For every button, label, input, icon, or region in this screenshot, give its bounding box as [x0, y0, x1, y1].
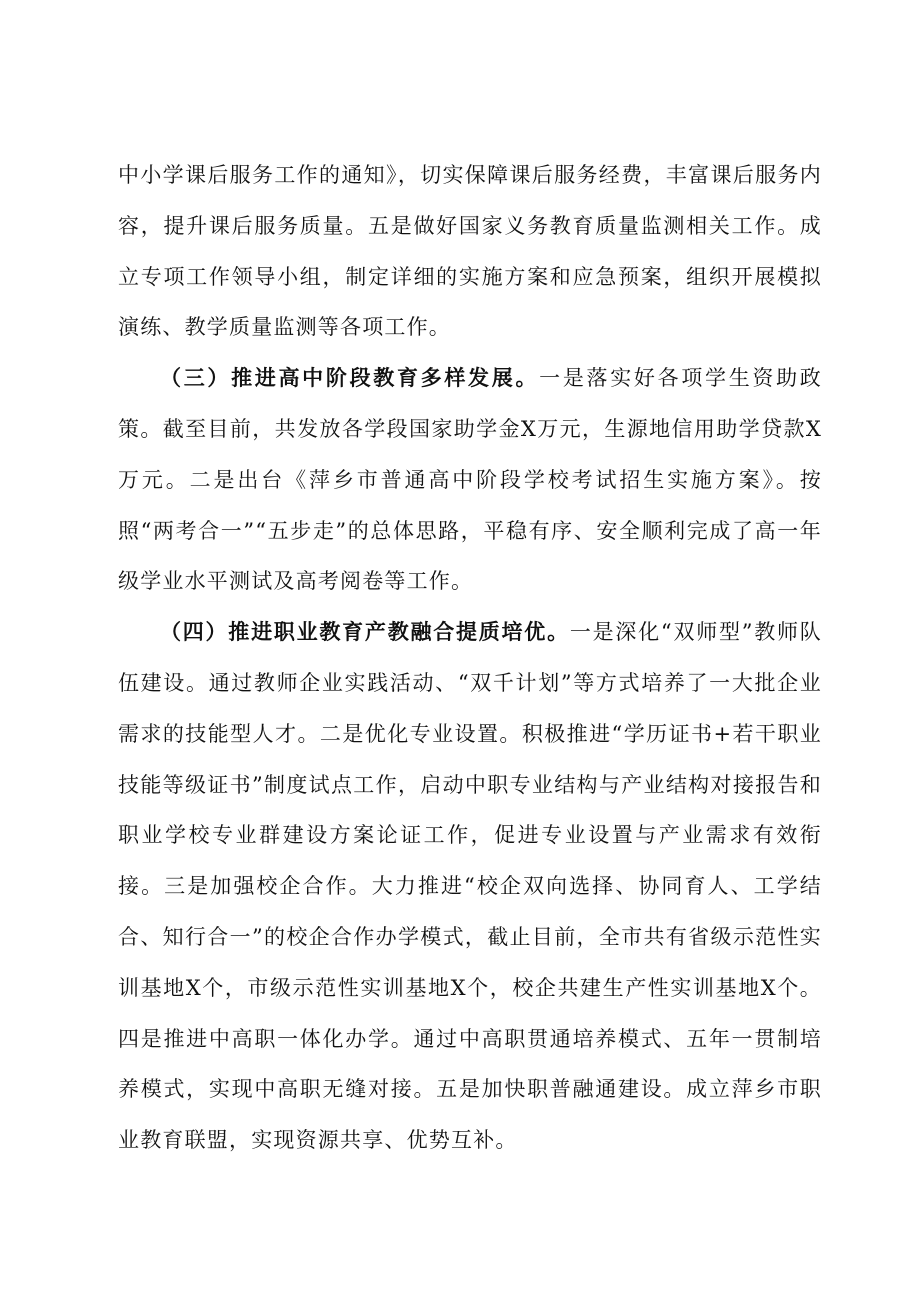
document-body: [118, 150, 822, 1166]
section-4-body: 一是深化“双师型”教师队伍建设。通过教师企业实践活动、“双千计划”等方式培养了一大批企业需求的技能型人才。二是优化专业设置。积极推进“学历证书+若干职业技能等级证书”制度试点工作，启动中职专业结构与产业结构对接报告和职业学校专业群建设方案论证工作，促进专业设置与产业需求有效衔接。三是加强校企合作。大力推进“校企双向选择、协同育人、工学结合、知行合一”的校企合作办学模式，截止目前，全市共有省级示范性实训基地X个，市级示范性实训基地X个，校企共建生产性实训基地X个。四是推进中高职一体化办学。通过中高职贯通培养模式、五年一贯制培养模式，实现中高职无缝对接。五是加快职普融通建设。成立萍乡市职业教育联盟，实现资源共享、优势互补。: [118, 620, 822, 1153]
section-4-paragraph: [118, 607, 822, 1166]
section-3-body: 一是落实好各项学生资助政策。截至目前，共发放各学段国家助学金X万元，生源地信用助学贷款X万元。二是出台《萍乡市普通高中阶段学校考试招生实施方案》。按照“两考合一”“五步走”的总体思路，平稳有序、安全顺利完成了高一年级学业水平测试及高考阅卷等工作。: [118, 366, 822, 594]
paragraph-continued: 中小学课后服务工作的通知》，切实保障课后服务经费，丰富课后服务内容，提升课后服务质量。五是做好国家义务教育质量监测相关工作。成立专项工作领导小组，制定详细的实施方案和应急预案，组织开展模拟演练、教学质量监测等各项工作。: [118, 163, 822, 340]
section-4-heading: （四）推进职业教育产教融合提质培优。: [160, 620, 570, 645]
section-3-paragraph: [118, 353, 822, 607]
section-3-heading: （三）推进高中阶段教育多样发展。: [160, 366, 540, 391]
